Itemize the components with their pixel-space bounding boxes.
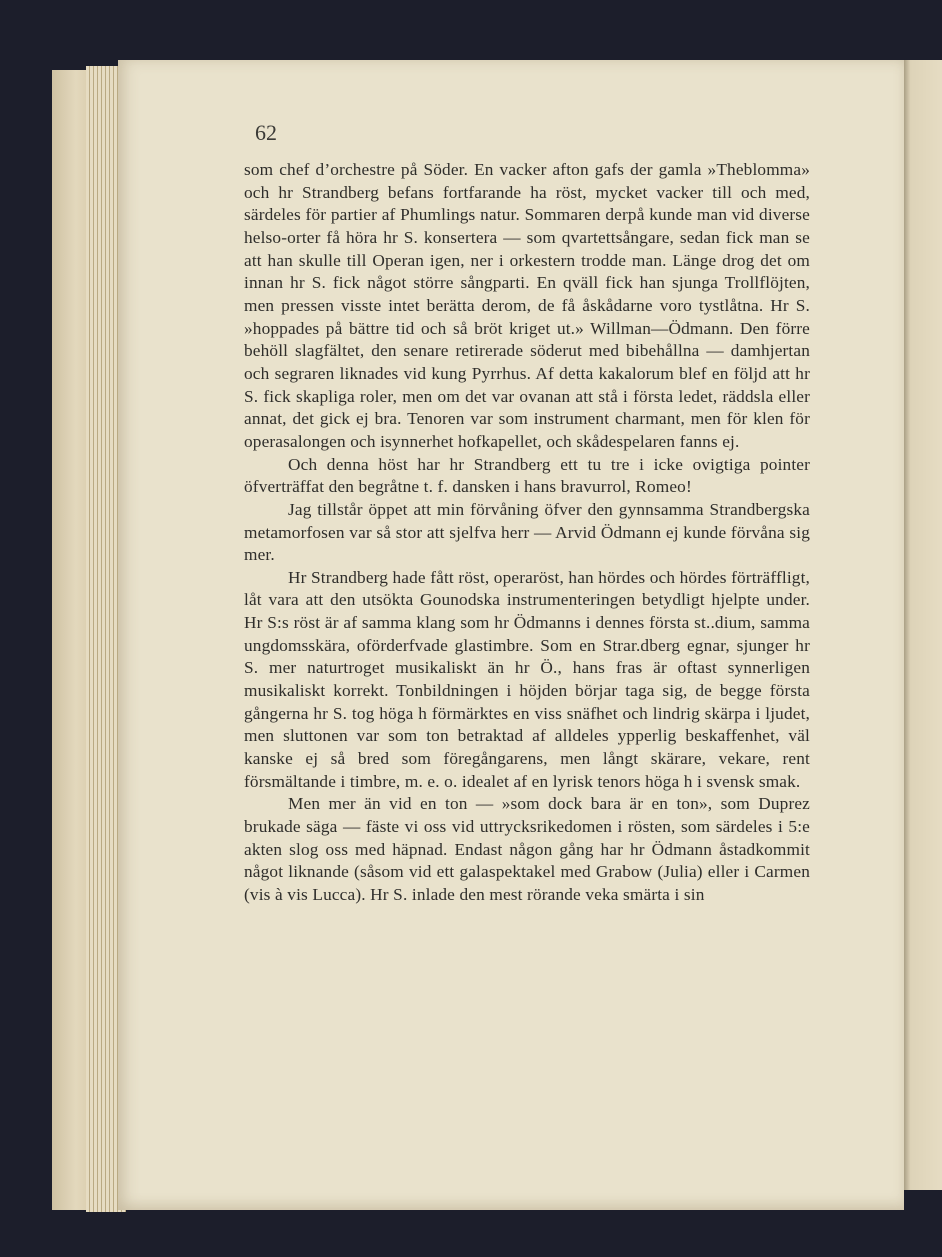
page-number: 62: [255, 120, 277, 145]
facing-page-edge: [900, 60, 942, 1190]
paragraph-1: som chef d’orchestre på Söder. En vacker afton gafs der gamla »Theblomma» och hr Strandberg befans fortfarande ha röst, mycket vacker till och med, särdeles för partier af Phumlings natur. Sommaren derpå kunde man vid diverse helso-orter få höra hr S. konsertera — som qvartettsångare, sedan fick man se att han skulle till Operan igen, ner i orkestern trodde man. Länge drog det om innan hr S. fick något större sångparti. En qväll fick han sjunga Trollflöjten, men pressen visste intet berätta derom, de få åskådarne voro tystlåtna. Hr S. »hoppades på bättre tid och så bröt kriget ut.» Willman—Ödmann. Den förre behöll slagfältet, den senare retirerade söderut med bibehållna — damhjertan och segraren liknades vid kung Pyrrhus. Af detta kakalorum blef en följd att hr S. fick skapliga roler, men om det var ovanan att stå i första ledet, räddsla eller annat, det gick ej bra. Tenoren var som instrument charmant, men för klen för operasalongen och isynnerhet hofkapellet, och skådespelaren fanns ej.: [244, 160, 810, 451]
paragraph-2: Och denna höst har hr Strandberg ett tu tre i icke ovigtiga pointer öfverträffat den begråtne t. f. dansken i hans bravurrol, Romeo!: [244, 454, 810, 497]
paragraph-5: Men mer än vid en ton — »som dock bara är en ton», som Duprez brukade säga — fäste vi oss vid uttrycksrikedomen i rösten, som särdeles i 5:e akten slog oss med häpnad. Endast någon gång har hr Ödmann åstadkommit något liknande (såsom vid ett galaspektakel med Grabow (Julia) eller i Carmen (vis à vis Lucca). Hr S. inlade den mest rörande veka smärta i sin: [244, 794, 810, 904]
page-text: [244, 159, 810, 907]
paragraph-3: Jag tillstår öppet att min förvåning öfver den gynnsamma Strandbergska metamorfosen var så stor att sjelfva herr — Arvid Ödmann ej kunde förvåna sig mer.: [244, 499, 810, 565]
paragraph-4: Hr Strandberg hade fått röst, operaröst, han hördes och hördes förträffligt, låt vara att den utsökta Gounodska instrumenteringen betydligt hjelpte under. Hr S:s röst är af samma klang som hr Ödmanns i dennes första st..dium, samma ungdomsskära, oförderfvade glastimbre. Som en Strar.dberg egnar, sjunger hr S. mer naturtroget musikaliskt än hr Ö., hans fras är oftast synnerligen musikaliskt korrekt. Tonbildningen i höjden börjar taga sig, de begge första gångerna hr S. tog höga h förmärktes en viss snäfhet och lindrig skärpa i ljudet, men sluttonen var som ton betraktad af alldeles ypperlig beskaffenhet, väl kanske ej så bred som föregångarens, men långt skärare, vekare, rent försmältande i timbre, m. e. o. idealet af en lyrisk tenors höga h i svensk smak.: [244, 567, 810, 791]
